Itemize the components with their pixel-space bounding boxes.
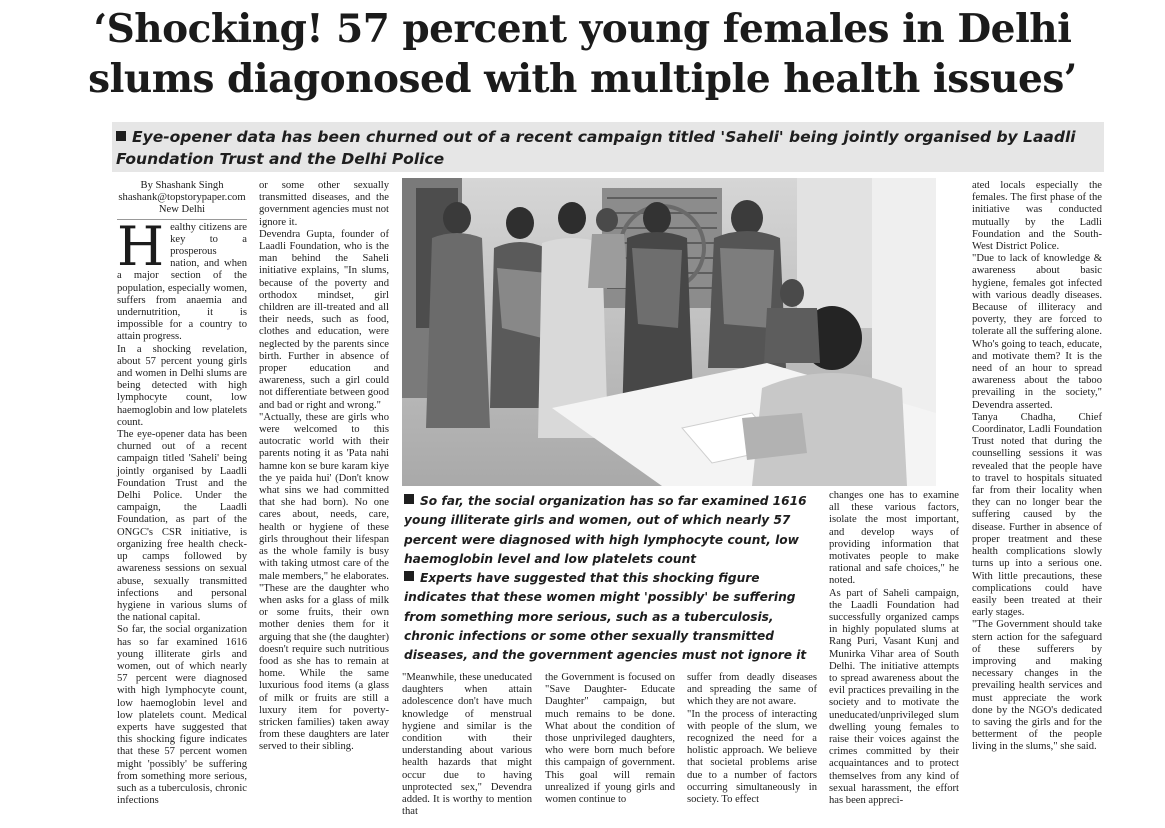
paragraph: Devendra Gupta, founder of Laadli Foundation, who is the man behind the Saheli initiative explains, "In slums, because of the poverty and orthodox mindset, girl children are ill-treated and all their needs, such as food, clothes and education, were neglected by the parents since birth. Further in absence of proper education and awareness, such a girl could not differentiate between good and bad or right and wrong." [259, 228, 389, 411]
paragraph: suffer from deadly diseases and spreading the same of which they are not aware. [687, 672, 817, 708]
article-column-5 [687, 672, 817, 806]
paragraph: ated locals especially the females. The first phase of the initiative was conducted mutually by the Ladli Foundation and the South-West District Police. [972, 180, 1102, 253]
paragraph: Healthy citizens are key to a prosperous nation, and when a major section of the population, especially women, suffers from anaemia and undernutrition, it is impossible for a country to attain progress. [117, 214, 247, 343]
article-column-1 [117, 180, 247, 807]
bullet-square-icon [116, 131, 126, 141]
paragraph: As part of Saheli campaign, the Laadli Foundation had successfully organized camps in highly populated slums at Rang Puri, Vasant Kunj and Munirka Vihar area of South Delhi. The initiative attempts to spread awareness about the evil practices prevailing in the society and to motivate the uneducated/unprivileged slum dwelling young females to raise their voices against the crimes committed by their acquaintances and to protect themselves from any kind of sexual harassment, the effort has been appreci- [829, 587, 959, 807]
paragraph: "In the process of interacting with people of the slum, we recognized the need for a holistic approach. We believe that societal problems arise due to a number of factors occurring simultaneously in society. To effect [687, 708, 817, 806]
paragraph: "These are the daughter who when asks for a glass of milk or some fruits, their own mother denies them for it arguing that she (the daughter) doesn't require such nutritious food as she has to remain at home. While the same luxurious food items (a glass of milk or fruits are still a luxury item for poverty-stricken families) taken away from these daughters are later served to their sibling. [259, 582, 389, 753]
paragraph: or some other sexually transmitted diseases, and the government agencies must not ignore it. [259, 180, 389, 228]
byline-place: New Delhi [158, 204, 206, 216]
paragraph: "Due to lack of knowledge & awareness about basic hygiene, females got infected with various deadly diseases. Because of illiteracy and poverty, they are forced to tolerate all the suffering alone. Who's going to teach, educate, and motivate them? It is the need of an hour to spread awareness about the taboo prevailing in the society," Devendra asserted. [972, 253, 1102, 411]
paragraph: "Actually, these are girls who were welcomed to this autocratic world with their parents noting it as 'Pata nahi hamne kon se bure karam kiye the ye paida hui' (Don't know what sins we had committed that she had born). No one cares about, needs, care, health or hygiene of these girls throughout their lifespan as the whole family is busy with taking utmost care of the male members," he elaborates. [259, 411, 389, 582]
byline [117, 180, 247, 217]
article-column-7 [972, 180, 1102, 754]
article-column-4 [545, 672, 675, 806]
paragraph: So far, the social organization has so far examined 1616 young illiterate girls and women, out of which nearly 57 percent were diagnosed with high lymphocyte count, low haemoglobin level and low platelets count. Medical experts have suggested that this shocking figure indicates that these 57 percent women might 'possibly' be suffering from something more serious, such as a tuberculosis, chronic infections [117, 624, 247, 807]
byline-email: shashank@topstorypaper.com [118, 192, 246, 204]
drop-cap: H [117, 214, 165, 278]
health-camp-photo [402, 178, 936, 486]
caption-2: Experts have suggested that this shocking figure indicates that these women might 'possibly' be suffering from something more serious, such as a tuberculosis, chronic infections or some other sexually transmitted diseases, and the government agencies must not ignore it [404, 571, 807, 663]
byline-author: By Shashank Singh [140, 180, 224, 191]
deck-box [112, 122, 1104, 172]
deck-text: Eye-opener data has been churned out of a recent campaign titled 'Saheli' being jointly organised by Laadli Foundation Trust and the Delhi Police [116, 128, 1076, 168]
bullet-square-icon [404, 494, 414, 504]
paragraph: "The Government should take stern action for the safeguard of these sufferers by improving and making necessary changes in the prevailing health services and must appreciate the work done by the NGO's dedicated to saving the girls and for the betterment of the people living in the slums," she said. [972, 619, 1102, 753]
paragraph: In a shocking revelation, about 57 percent young girls and women in Delhi slums are being detected with high lymphocyte count, low haemoglobin and low platelets count. [117, 343, 247, 428]
headline-line-1: ‘Shocking! 57 percent young females in Delhi [93, 6, 1072, 52]
photo-captions [404, 492, 812, 666]
bullet-square-icon [404, 571, 414, 581]
article-column-3 [402, 672, 532, 818]
article-column-2 [259, 180, 389, 754]
headline-line-2: slums diagonosed with multiple health issues’ [88, 56, 1077, 102]
paragraph: the Government is focused on "Save Daughter- Educate Daughter" campaign, but much remains to be done. What about the condition of those unprivileged daughters, who were born much before this campaign of government. This goal will remain unrealized if young girls and women continue to [545, 672, 675, 806]
headline [0, 4, 1165, 104]
paragraph: The eye-opener data has been churned out of a recent campaign titled 'Saheli' being jointly organised by Laadli Foundation Trust and the Delhi Police. Under the campaign, the Laadli Foundation, as part of the ONGC's CSR initiative, is organizing free health check-up camps followed by awareness sessions on sexual abuse, sexually transmitted infections and personal hygiene in various slums of the national capital. [117, 429, 247, 624]
paragraph: "Meanwhile, these uneducated daughters when attain adolescence don't have much knowledge of menstrual hygiene and similar is the condition with their understanding about various health hazards that might occur due to having unprotected sex," Devendra added. It is worthy to mention that [402, 672, 532, 818]
news-photo [402, 178, 936, 486]
article-column-6 [829, 490, 959, 807]
caption-1: So far, the social organization has so far examined 1616 young illiterate girls and women, out of which nearly 57 percent were diagnosed with high lymphocyte count, low haemoglobin level and low platelets count [404, 494, 807, 566]
paragraph: Tanya Chadha, Chief Coordinator, Ladli Foundation Trust noted that during the counselling sessions it was revealed that the people have to travel to hospitals situated far from their locality when they can no longer bear the suffering caused by the disease. Further in absence of proper treatment and these health complications slowly turns up into a serious one. With little precautions, these complications could have easily been treated at their early stages. [972, 411, 1102, 619]
paragraph: changes one has to examine all these various factors, isolate the most important, and develop ways of providing information that motivates people to make rational and safe choices," he noted. [829, 490, 959, 587]
